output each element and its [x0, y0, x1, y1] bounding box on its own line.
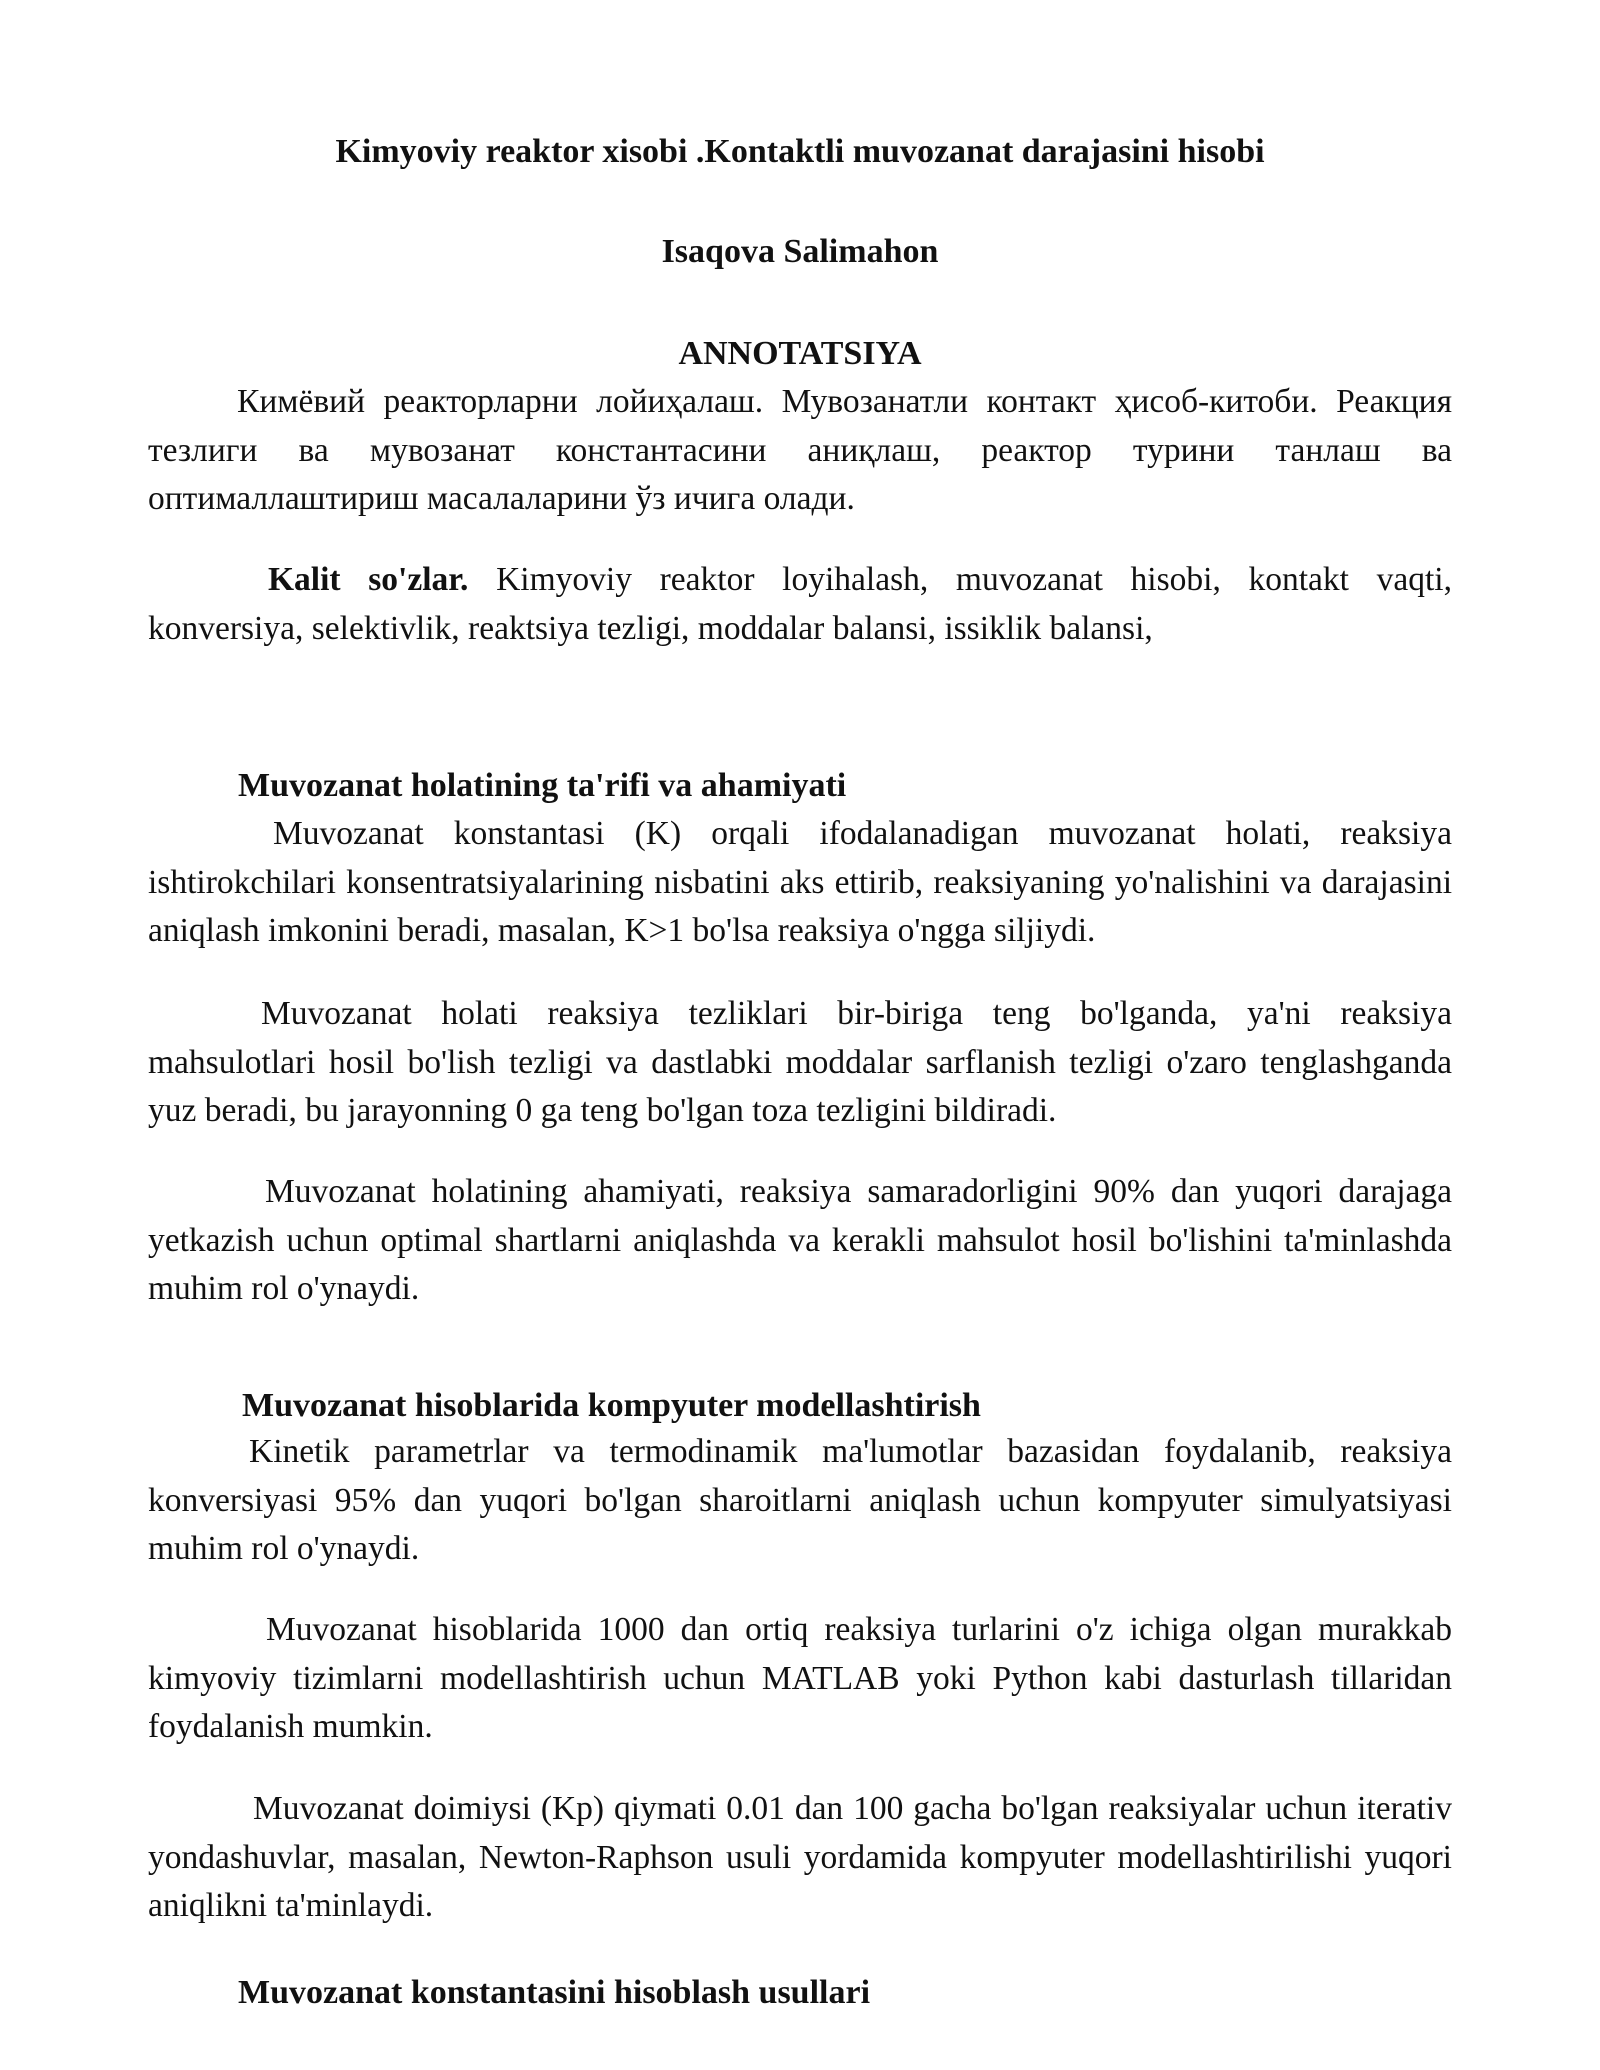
keywords-paragraph	[148, 556, 1452, 653]
section2-paragraph-2: Muvozanat hisoblarida 1000 dan ortiq reaksiya turlarini o'z ichiga olgan murakkab kimyoviy tizimlarni modellashtirish uchun MATLAB yoki Python kabi dasturlash tillaridan foydalanish mumkin.	[148, 1611, 1452, 1745]
section-heading-computer-modelling: Muvozanat hisoblarida kompyuter modellashtirish	[242, 1387, 981, 1424]
keywords-label: Kalit so'zlar.	[268, 561, 469, 598]
keywords-text: Kimyoviy reaktor loyihalash, muvozanat hisobi, kontakt vaqti, konversiya, selektivlik, reaktsiya tezligi, moddalar balansi, issiklik balansi,	[148, 561, 1452, 647]
document-page	[148, 0, 1452, 2070]
section1-paragraph-1: Muvozanat konstantasi (K) orqali ifodalanadigan muvozanat holati, reaksiya ishtirokchilari konsentratsiyalarining nisbatini aks ettirib, reaksiyaning yo'nalishini va darajasini aniqlash imkonini beradi, masalan, K>1 bo'lsa reaksiya o'ngga siljiydi.	[148, 815, 1452, 949]
section1-paragraph-2: Muvozanat holati reaksiya tezliklari bir-biriga teng bo'lganda, ya'ni reaksiya mahsulotlari hosil bo'lish tezligi va dastlabki moddalar sarflanish tezligi o'zaro tenglashganda yuz beradi, bu jarayonning 0 ga teng bo'lgan toza tezligini bildiradi.	[148, 995, 1452, 1129]
section-heading-constant-methods: Muvozanat konstantasini hisoblash usullari	[238, 1974, 871, 2011]
author-name: Isaqova Salimahon	[661, 233, 939, 270]
section1-paragraph-3: Muvozanat holatining ahamiyati, reaksiya samaradorligini 90% dan yuqori darajaga yetkazish uchun optimal shartlarni aniqlashda va kerakli mahsulot hosil bo'lishini ta'minlashda muhim rol o'ynaydi.	[148, 1173, 1452, 1307]
section2-paragraph-3: Muvozanat doimiysi (Kp) qiymati 0.01 dan 100 gacha bo'lgan reaksiyalar uchun iterativ yondashuvlar, masalan, Newton-Raphson usuli yordamida kompyuter modellashtirilishi yuqori aniqlikni ta'minlaydi.	[148, 1790, 1452, 1924]
annotation-text	[148, 378, 1452, 524]
annotation-body: Кимёвий реакторларни лойиҳалаш. Мувозанатли контакт ҳисоб-китоби. Реакция тезлиги ва мувозанат константасини аниқлаш, реактор турини танлаш ва оптималлаштириш масалаларини ўз ичига олади.	[148, 383, 1452, 517]
annotation-heading: ANNOTATSIYA	[678, 335, 922, 372]
paper-title: Kimyoviy reaktor xisobi .Kontaktli muvozanat darajasini hisobi	[335, 133, 1265, 170]
section-heading-equilibrium-definition: Muvozanat holatining ta'rifi va ahamiyati	[238, 767, 847, 804]
section2-paragraph-1: Kinetik parametrlar va termodinamik ma'lumotlar bazasidan foydalanib, reaksiya konversiyasi 95% dan yuqori bo'lgan sharoitlarni aniqlash uchun kompyuter simulyatsiyasi muhim rol o'ynaydi.	[148, 1433, 1452, 1567]
